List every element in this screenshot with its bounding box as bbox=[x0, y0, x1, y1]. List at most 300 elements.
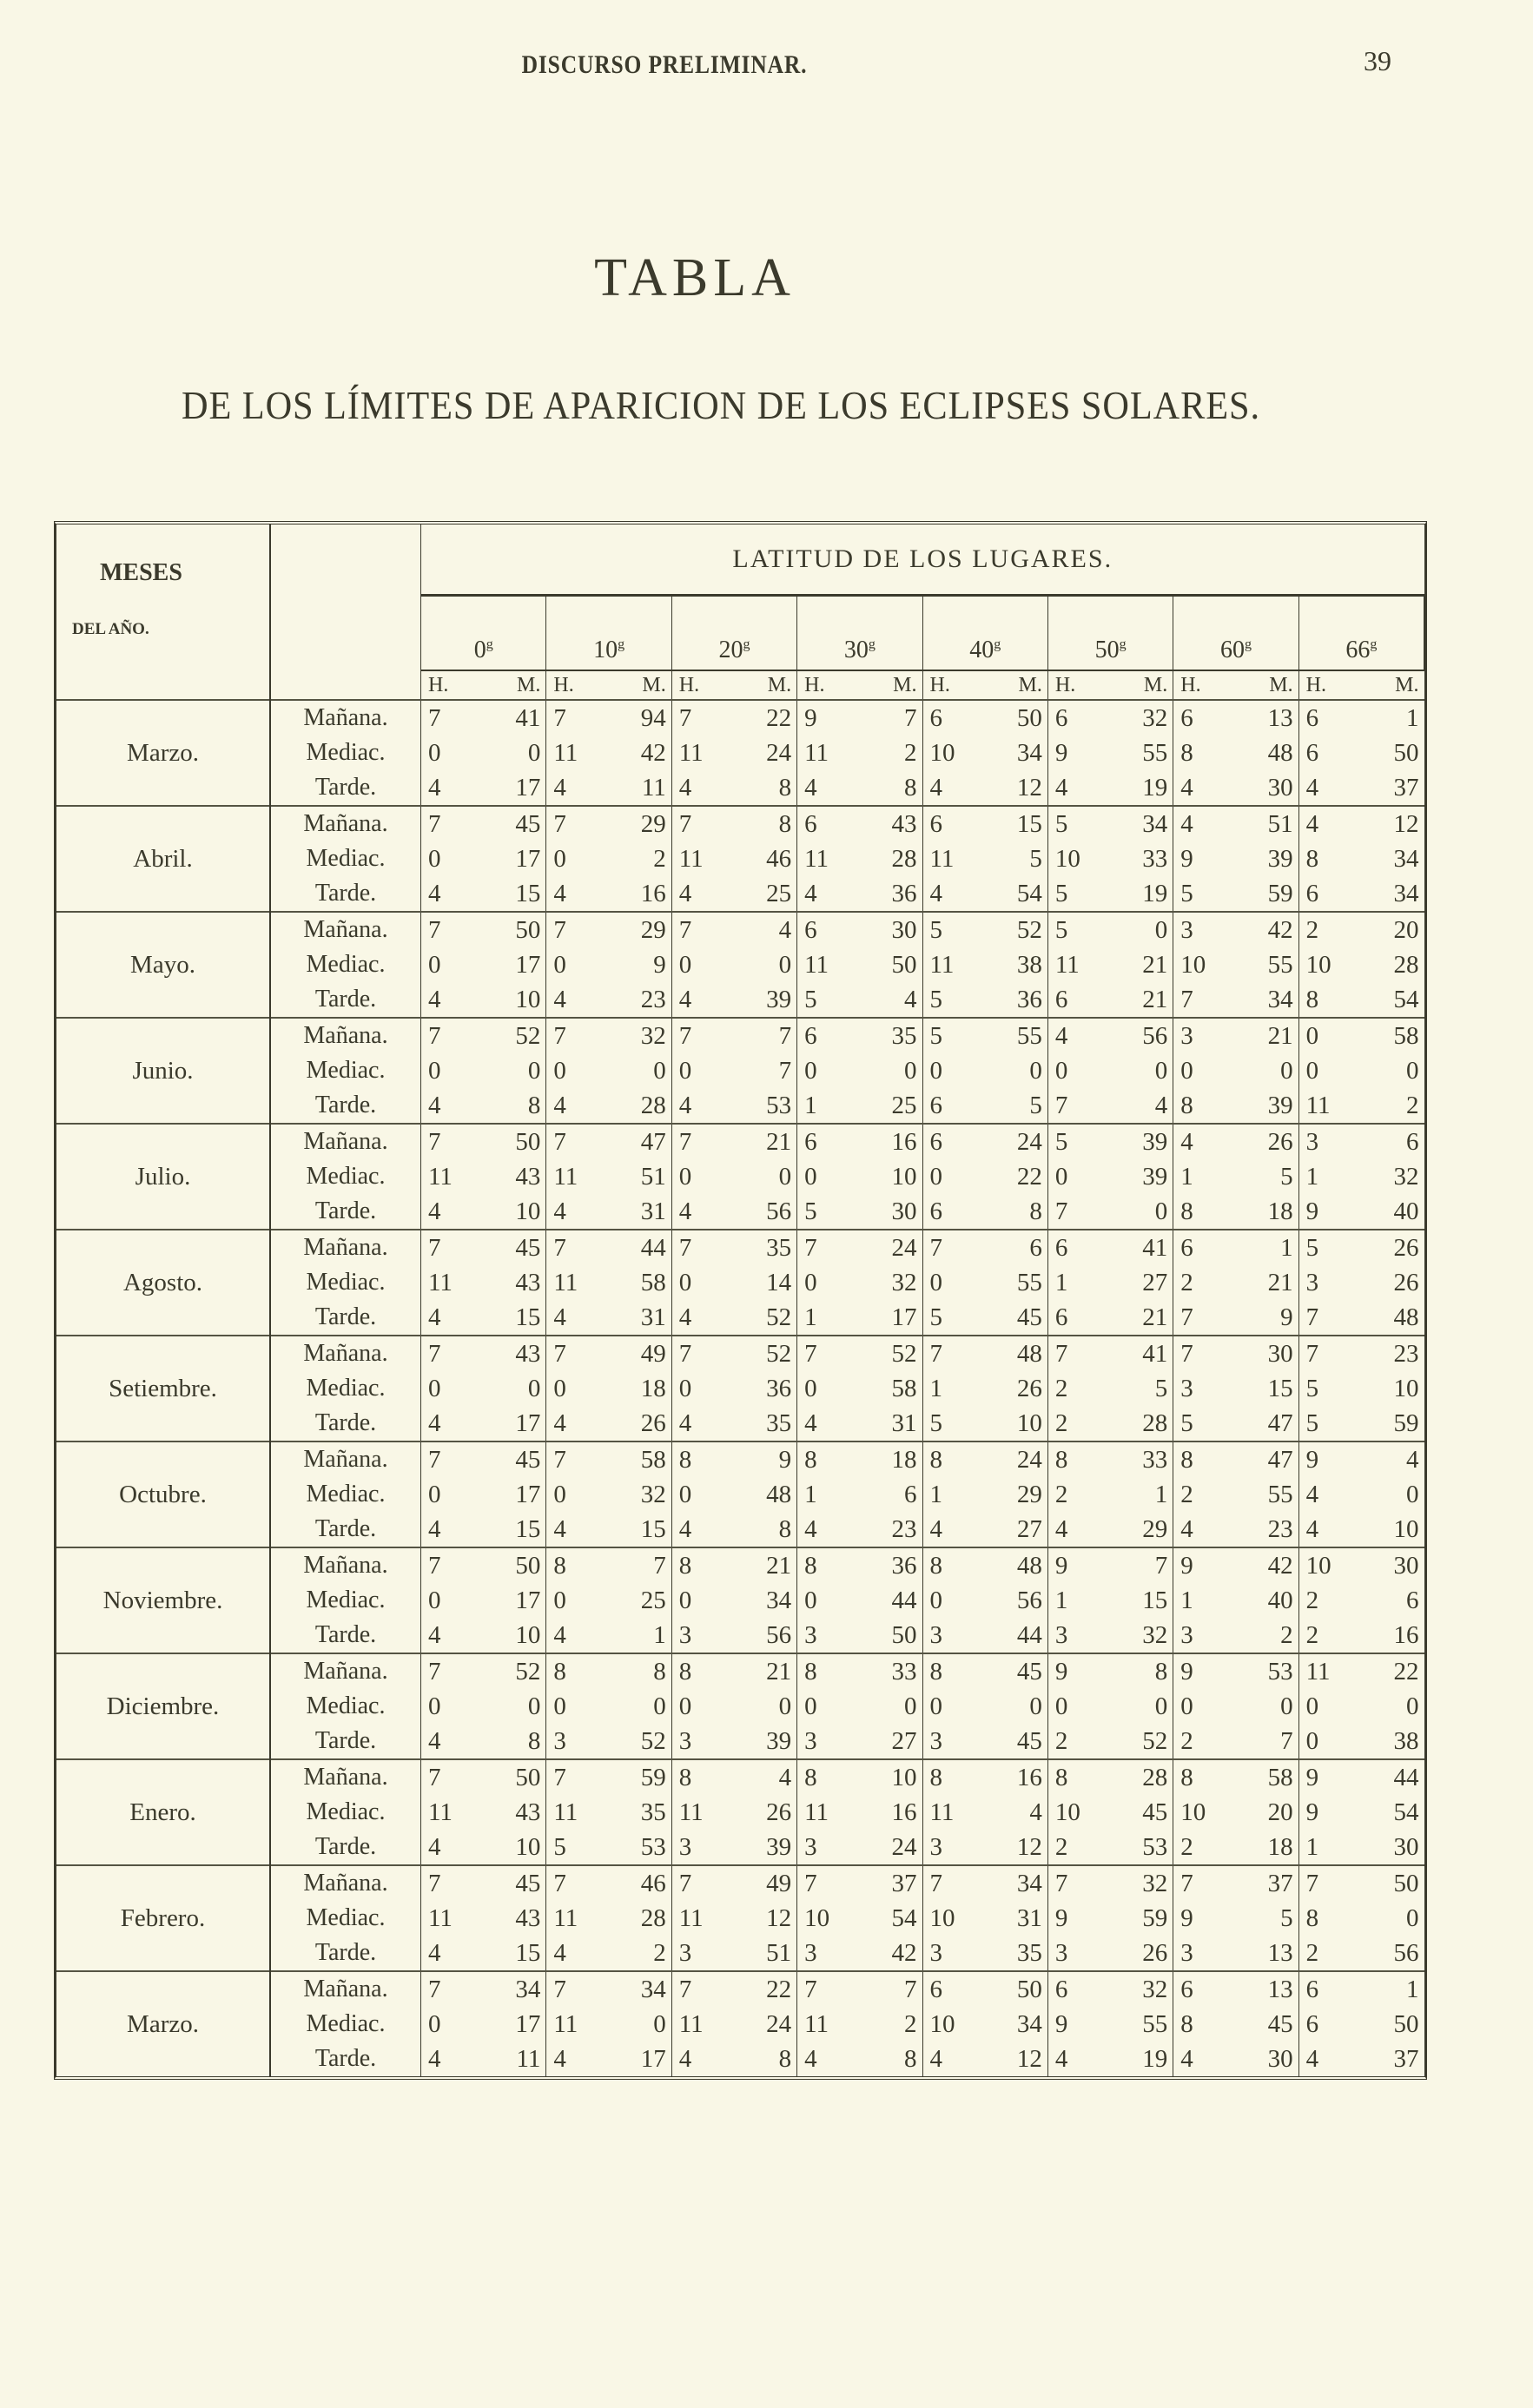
time-cell bbox=[797, 1936, 922, 1971]
time-cell bbox=[671, 736, 796, 770]
time-cell bbox=[421, 806, 546, 841]
hours-value: 2 bbox=[1054, 1409, 1068, 1437]
minutes-value: 45 bbox=[515, 1446, 541, 1474]
minutes-value: 28 bbox=[1393, 951, 1419, 979]
minutes-value: 44 bbox=[1393, 1764, 1419, 1791]
hours-value: 7 bbox=[553, 916, 566, 944]
minutes-value: 30 bbox=[891, 1197, 917, 1225]
hours-value: 3 bbox=[804, 1939, 817, 1967]
hours-value: 4 bbox=[1180, 1515, 1193, 1543]
minutes-value: 31 bbox=[1016, 1904, 1042, 1932]
time-cell bbox=[1047, 1865, 1173, 1901]
hours-value: 10 bbox=[1054, 1798, 1080, 1826]
minutes-value: 26 bbox=[1142, 1939, 1168, 1967]
time-cell bbox=[1047, 876, 1173, 912]
latitude-column-header bbox=[546, 596, 671, 671]
month-name: Marzo. bbox=[56, 700, 270, 806]
time-cell bbox=[671, 1512, 796, 1547]
hours-value: 3 bbox=[553, 1727, 566, 1755]
time-cell bbox=[922, 1300, 1047, 1336]
minutes-value: 40 bbox=[1267, 1587, 1293, 1614]
time-cell bbox=[797, 1336, 922, 1371]
hours-value: 6 bbox=[929, 704, 942, 732]
hours-value: 0 bbox=[1180, 1692, 1193, 1720]
hours-value: 7 bbox=[428, 916, 441, 944]
hours-value: 11 bbox=[929, 1798, 955, 1826]
hours-value: 4 bbox=[1305, 1481, 1319, 1508]
time-cell bbox=[671, 770, 796, 806]
hours-value: 1 bbox=[1180, 1163, 1193, 1191]
row-label-cell bbox=[270, 1159, 421, 1194]
hours-value: 4 bbox=[1305, 810, 1319, 838]
hours-value: 11 bbox=[678, 845, 704, 873]
minutes-value: 22 bbox=[766, 704, 792, 732]
minutes-value: 19 bbox=[1142, 880, 1168, 907]
time-cell bbox=[1298, 1901, 1424, 1936]
table-row bbox=[56, 1230, 1424, 1265]
minutes-value: 11 bbox=[641, 774, 666, 802]
hours-value: 2 bbox=[1054, 1375, 1068, 1402]
hours-value: 5 bbox=[929, 916, 942, 944]
hours-value: 5 bbox=[1054, 1128, 1068, 1156]
minutes-value: 48 bbox=[766, 1481, 792, 1508]
time-cell bbox=[1298, 947, 1424, 982]
hours-value: 0 bbox=[1054, 1057, 1068, 1085]
hours-value: 6 bbox=[1305, 1976, 1319, 2003]
minutes-value: 0 bbox=[527, 739, 541, 767]
time-cell bbox=[546, 912, 671, 947]
minutes-value: 9 bbox=[778, 1446, 792, 1474]
hours-value: 4 bbox=[1054, 774, 1068, 802]
hours-value: 1 bbox=[1305, 1833, 1319, 1861]
hours-value: 11 bbox=[804, 1798, 829, 1826]
time-cell bbox=[546, 1018, 671, 1053]
time-cell bbox=[1047, 1936, 1173, 1971]
minutes-value: 47 bbox=[1267, 1446, 1293, 1474]
time-cell bbox=[1298, 1265, 1424, 1300]
time-cell bbox=[1047, 1477, 1173, 1512]
hours-value: 4 bbox=[678, 1092, 692, 1119]
minutes-value: 4 bbox=[904, 986, 917, 1013]
time-cell bbox=[546, 1653, 671, 1689]
hours-value: 4 bbox=[1180, 1128, 1193, 1156]
hours-value: 10 bbox=[1305, 951, 1331, 979]
time-of-day-label: Mediac. bbox=[306, 739, 386, 766]
minutes-value: 30 bbox=[1267, 1340, 1293, 1368]
hours-value: 4 bbox=[804, 2045, 817, 2073]
minutes-value: 8 bbox=[527, 1727, 541, 1755]
hours-value: 6 bbox=[929, 1976, 942, 2003]
minutes-value: 18 bbox=[1267, 1833, 1293, 1861]
hours-value: 4 bbox=[428, 1833, 441, 1861]
time-cell bbox=[421, 1583, 546, 1618]
minutes-value: 45 bbox=[1267, 2010, 1293, 2038]
minutes-value: 58 bbox=[640, 1269, 666, 1296]
latitude-column-header bbox=[1047, 596, 1173, 671]
hours-value: 2 bbox=[1305, 1939, 1319, 1967]
minutes-value: 8 bbox=[527, 1092, 541, 1119]
minutes-value: 49 bbox=[640, 1340, 666, 1368]
minutes-value: 10 bbox=[1393, 1375, 1419, 1402]
hours-value: 8 bbox=[1180, 1446, 1193, 1474]
minutes-value: 49 bbox=[766, 1870, 792, 1897]
time-cell bbox=[1298, 912, 1424, 947]
time-of-day-label: Tarde. bbox=[314, 1833, 377, 1860]
hours-value: 1 bbox=[804, 1481, 817, 1508]
minutes-value: 50 bbox=[1393, 739, 1419, 767]
hours-value: 4 bbox=[678, 2045, 692, 2073]
time-cell bbox=[922, 912, 1047, 947]
time-of-day-label: Mediac. bbox=[306, 1057, 386, 1084]
time-cell bbox=[1047, 1018, 1173, 1053]
minutes-value: 40 bbox=[1393, 1197, 1419, 1225]
minutes-value: 54 bbox=[1016, 880, 1042, 907]
minutes-value: 59 bbox=[1267, 880, 1293, 907]
time-cell bbox=[922, 1336, 1047, 1371]
hours-value: 9 bbox=[1180, 845, 1193, 873]
minutes-value: 55 bbox=[1016, 1269, 1042, 1296]
hours-value: 1 bbox=[1180, 1587, 1193, 1614]
minute-label: M. bbox=[1395, 674, 1419, 696]
minutes-value: 10 bbox=[515, 986, 541, 1013]
hours-value: 0 bbox=[553, 1692, 566, 1720]
time-cell bbox=[421, 1406, 546, 1442]
hours-value: 7 bbox=[428, 1128, 441, 1156]
time-cell bbox=[1047, 1653, 1173, 1689]
time-cell bbox=[797, 841, 922, 876]
time-cell bbox=[1047, 1583, 1173, 1618]
hours-value: 4 bbox=[1180, 2045, 1193, 2073]
minutes-value: 15 bbox=[1016, 810, 1042, 838]
month-name: Marzo. bbox=[56, 1971, 270, 2076]
time-of-day-label: Tarde. bbox=[314, 1727, 377, 1754]
hours-value: 6 bbox=[1054, 1234, 1068, 1262]
minutes-value: 6 bbox=[1406, 1587, 1419, 1614]
time-cell bbox=[671, 1053, 796, 1088]
hours-value: 6 bbox=[1054, 1303, 1068, 1331]
hours-value: 11 bbox=[678, 1904, 704, 1932]
time-cell bbox=[797, 1230, 922, 1265]
degree-mark: g bbox=[618, 637, 625, 652]
time-cell bbox=[1298, 1477, 1424, 1512]
latitude-value: 0 bbox=[473, 637, 486, 663]
row-label-cell bbox=[270, 1653, 421, 1689]
minutes-value: 52 bbox=[766, 1303, 792, 1331]
time-cell bbox=[1173, 947, 1298, 982]
hours-value: 5 bbox=[1054, 880, 1068, 907]
time-cell bbox=[421, 1018, 546, 1053]
minutes-value: 46 bbox=[640, 1870, 666, 1897]
hours-value: 0 bbox=[428, 1587, 441, 1614]
latitude-column-header bbox=[797, 596, 922, 671]
time-cell bbox=[1298, 876, 1424, 912]
time-of-day-label: Mañana. bbox=[303, 1976, 388, 2002]
minutes-value: 59 bbox=[1393, 1409, 1419, 1437]
minutes-value: 8 bbox=[653, 1658, 666, 1686]
hours-value: 0 bbox=[678, 1587, 692, 1614]
hours-value: 9 bbox=[1054, 1904, 1068, 1932]
latitude-value: 50 bbox=[1094, 637, 1120, 663]
time-cell bbox=[671, 700, 796, 736]
hours-value: 4 bbox=[553, 1515, 566, 1543]
minutes-value: 26 bbox=[1393, 1234, 1419, 1262]
hours-value: 4 bbox=[804, 1409, 817, 1437]
minute-label: M. bbox=[642, 674, 666, 696]
hours-value: 8 bbox=[804, 1446, 817, 1474]
hours-value: 2 bbox=[1180, 1481, 1193, 1508]
hours-value: 6 bbox=[1305, 739, 1319, 767]
time-cell bbox=[922, 2042, 1047, 2076]
time-cell bbox=[546, 770, 671, 806]
minutes-value: 18 bbox=[640, 1375, 666, 1402]
minutes-value: 41 bbox=[1142, 1340, 1168, 1368]
minutes-value: 0 bbox=[653, 1057, 666, 1085]
hours-value: 7 bbox=[678, 810, 692, 838]
time-cell bbox=[1173, 1724, 1298, 1759]
hours-value: 6 bbox=[804, 1128, 817, 1156]
time-of-day-label: Mañana. bbox=[303, 1658, 388, 1685]
minutes-value: 8 bbox=[778, 774, 792, 802]
time-cell bbox=[922, 1689, 1047, 1724]
minutes-value: 56 bbox=[766, 1197, 792, 1225]
month-name: Diciembre. bbox=[56, 1653, 270, 1759]
time-cell bbox=[1173, 1653, 1298, 1689]
degree-mark: g bbox=[994, 637, 1001, 652]
minutes-value: 32 bbox=[640, 1022, 666, 1050]
minutes-value: 32 bbox=[891, 1269, 917, 1296]
minutes-value: 4 bbox=[778, 916, 792, 944]
hours-value: 0 bbox=[1180, 1057, 1193, 1085]
hours-value: 8 bbox=[678, 1658, 692, 1686]
hours-value: 4 bbox=[929, 1515, 942, 1543]
time-cell bbox=[797, 1300, 922, 1336]
minutes-value: 12 bbox=[1016, 1833, 1042, 1861]
hours-value: 8 bbox=[804, 1764, 817, 1791]
time-cell bbox=[1047, 841, 1173, 876]
time-cell bbox=[546, 1795, 671, 1830]
time-cell bbox=[546, 2042, 671, 2076]
hours-value: 3 bbox=[1054, 1939, 1068, 1967]
time-cell bbox=[797, 1759, 922, 1795]
minutes-value: 52 bbox=[766, 1340, 792, 1368]
hours-value: 7 bbox=[428, 810, 441, 838]
hours-value: 7 bbox=[428, 1764, 441, 1791]
time-cell bbox=[546, 1194, 671, 1230]
minutes-value: 7 bbox=[1154, 1552, 1168, 1580]
time-cell bbox=[421, 1230, 546, 1265]
time-cell bbox=[1298, 770, 1424, 806]
hours-value: 9 bbox=[804, 704, 817, 732]
time-cell bbox=[1298, 1406, 1424, 1442]
minutes-value: 17 bbox=[515, 1481, 541, 1508]
table-title: TABLA bbox=[594, 248, 796, 307]
minutes-value: 41 bbox=[515, 704, 541, 732]
hour-label: H. bbox=[678, 674, 700, 696]
row-label-cell bbox=[270, 1053, 421, 1088]
minutes-value: 48 bbox=[1267, 739, 1293, 767]
minutes-value: 22 bbox=[1016, 1163, 1042, 1191]
minutes-value: 56 bbox=[766, 1621, 792, 1649]
minutes-value: 2 bbox=[904, 739, 917, 767]
minutes-value: 45 bbox=[515, 810, 541, 838]
minutes-value: 16 bbox=[1016, 1764, 1042, 1791]
minutes-value: 0 bbox=[904, 1057, 917, 1085]
hours-value: 7 bbox=[553, 1446, 566, 1474]
time-cell bbox=[671, 1194, 796, 1230]
hours-value: 0 bbox=[428, 1375, 441, 1402]
time-cell bbox=[421, 1512, 546, 1547]
table-row bbox=[56, 1653, 1424, 1689]
time-cell bbox=[1173, 1088, 1298, 1124]
minutes-value: 56 bbox=[1142, 1022, 1168, 1050]
minutes-value: 7 bbox=[778, 1022, 792, 1050]
degree-mark: g bbox=[1119, 637, 1127, 652]
hours-value: 3 bbox=[1180, 1621, 1193, 1649]
minute-label: M. bbox=[893, 674, 917, 696]
hours-value: 11 bbox=[553, 1163, 578, 1191]
time-cell bbox=[1298, 1512, 1424, 1547]
minutes-value: 10 bbox=[515, 1197, 541, 1225]
time-cell bbox=[1298, 1018, 1424, 1053]
time-cell bbox=[1173, 1865, 1298, 1901]
hours-value: 4 bbox=[1054, 2045, 1068, 2073]
minutes-value: 31 bbox=[640, 1197, 666, 1225]
hours-value: 0 bbox=[1054, 1163, 1068, 1191]
minutes-value: 44 bbox=[891, 1587, 917, 1614]
minutes-value: 31 bbox=[640, 1303, 666, 1331]
time-cell bbox=[797, 1053, 922, 1088]
minutes-value: 23 bbox=[1393, 1340, 1419, 1368]
time-cell bbox=[546, 1159, 671, 1194]
hours-value: 4 bbox=[804, 1515, 817, 1543]
hours-value: 0 bbox=[1054, 1692, 1068, 1720]
time-cell bbox=[546, 1583, 671, 1618]
hours-value: 4 bbox=[553, 1621, 566, 1649]
hours-value: 4 bbox=[428, 1409, 441, 1437]
minutes-value: 24 bbox=[1016, 1446, 1042, 1474]
hour-minute-header bbox=[671, 670, 796, 700]
latitude-column-header bbox=[1173, 596, 1298, 671]
hours-value: 2 bbox=[1305, 1587, 1319, 1614]
hours-value: 2 bbox=[1305, 916, 1319, 944]
hours-value: 0 bbox=[929, 1587, 942, 1614]
time-cell bbox=[1298, 1230, 1424, 1265]
hours-value: 9 bbox=[1054, 2010, 1068, 2038]
time-cell bbox=[671, 912, 796, 947]
minutes-value: 30 bbox=[1267, 2045, 1293, 2073]
hours-value: 11 bbox=[804, 951, 829, 979]
minutes-value: 35 bbox=[640, 1798, 666, 1826]
time-cell bbox=[922, 770, 1047, 806]
row-label-cell bbox=[270, 770, 421, 806]
hours-value: 4 bbox=[678, 880, 692, 907]
hours-value: 4 bbox=[678, 1303, 692, 1331]
minutes-value: 13 bbox=[1267, 704, 1293, 732]
minutes-value: 34 bbox=[1393, 880, 1419, 907]
month-name: Abril. bbox=[56, 806, 270, 912]
hours-value: 1 bbox=[804, 1303, 817, 1331]
time-cell bbox=[922, 700, 1047, 736]
time-cell bbox=[797, 982, 922, 1018]
hours-value: 7 bbox=[428, 1658, 441, 1686]
time-cell bbox=[421, 1865, 546, 1901]
hours-value: 7 bbox=[1305, 1340, 1319, 1368]
time-cell bbox=[421, 1477, 546, 1512]
minutes-value: 10 bbox=[1016, 1409, 1042, 1437]
minutes-value: 10 bbox=[891, 1764, 917, 1791]
minutes-value: 29 bbox=[640, 916, 666, 944]
time-of-day-label: Mediac. bbox=[306, 2010, 386, 2037]
time-cell bbox=[1173, 1018, 1298, 1053]
time-cell bbox=[546, 736, 671, 770]
time-cell bbox=[1047, 912, 1173, 947]
latitude-column-header bbox=[671, 596, 796, 671]
hours-value: 3 bbox=[929, 1833, 942, 1861]
hours-value: 2 bbox=[1054, 1727, 1068, 1755]
time-cell bbox=[797, 1724, 922, 1759]
time-cell bbox=[671, 1371, 796, 1406]
hours-value: 0 bbox=[678, 1269, 692, 1296]
minute-label: M. bbox=[517, 674, 541, 696]
minutes-value: 42 bbox=[1267, 1552, 1293, 1580]
time-cell bbox=[546, 1865, 671, 1901]
hours-value: 7 bbox=[1054, 1092, 1068, 1119]
time-cell bbox=[797, 912, 922, 947]
hours-value: 8 bbox=[929, 1764, 942, 1791]
hours-value: 4 bbox=[428, 1515, 441, 1543]
time-cell bbox=[1298, 1795, 1424, 1830]
minutes-value: 15 bbox=[1142, 1587, 1168, 1614]
hours-value: 0 bbox=[428, 845, 441, 873]
minutes-value: 36 bbox=[1016, 986, 1042, 1013]
minutes-value: 28 bbox=[640, 1904, 666, 1932]
hours-value: 0 bbox=[1305, 1692, 1319, 1720]
time-cell bbox=[1298, 1547, 1424, 1583]
latitude-header: LATITUD DE LOS LUGARES. bbox=[421, 524, 1424, 596]
hours-value: 1 bbox=[929, 1481, 942, 1508]
time-cell bbox=[546, 1759, 671, 1795]
minutes-value: 0 bbox=[778, 1692, 792, 1720]
time-cell bbox=[922, 1795, 1047, 1830]
minutes-value: 0 bbox=[1154, 916, 1168, 944]
time-cell bbox=[922, 1018, 1047, 1053]
minute-label: M. bbox=[1143, 674, 1168, 696]
time-cell bbox=[1298, 1159, 1424, 1194]
minutes-value: 5 bbox=[1154, 1375, 1168, 1402]
time-cell bbox=[797, 1653, 922, 1689]
months-header: MESES bbox=[100, 559, 182, 586]
minutes-value: 0 bbox=[527, 1057, 541, 1085]
hours-value: 3 bbox=[1054, 1621, 1068, 1649]
minutes-value: 50 bbox=[1393, 2010, 1419, 2038]
row-label-cell bbox=[270, 1300, 421, 1336]
hours-value: 8 bbox=[1305, 1904, 1319, 1932]
hour-label: H. bbox=[929, 674, 950, 696]
minutes-value: 45 bbox=[1016, 1658, 1042, 1686]
hours-value: 4 bbox=[1180, 810, 1193, 838]
hours-value: 11 bbox=[428, 1269, 453, 1296]
minutes-value: 48 bbox=[1393, 1303, 1419, 1331]
minutes-value: 34 bbox=[1016, 2010, 1042, 2038]
minutes-value: 12 bbox=[766, 1904, 792, 1932]
time-cell bbox=[1173, 1689, 1298, 1724]
time-cell bbox=[922, 736, 1047, 770]
time-cell bbox=[1047, 1230, 1173, 1265]
hours-value: 4 bbox=[428, 1621, 441, 1649]
hours-value: 8 bbox=[678, 1552, 692, 1580]
hours-value: 11 bbox=[428, 1904, 453, 1932]
time-cell bbox=[421, 1689, 546, 1724]
